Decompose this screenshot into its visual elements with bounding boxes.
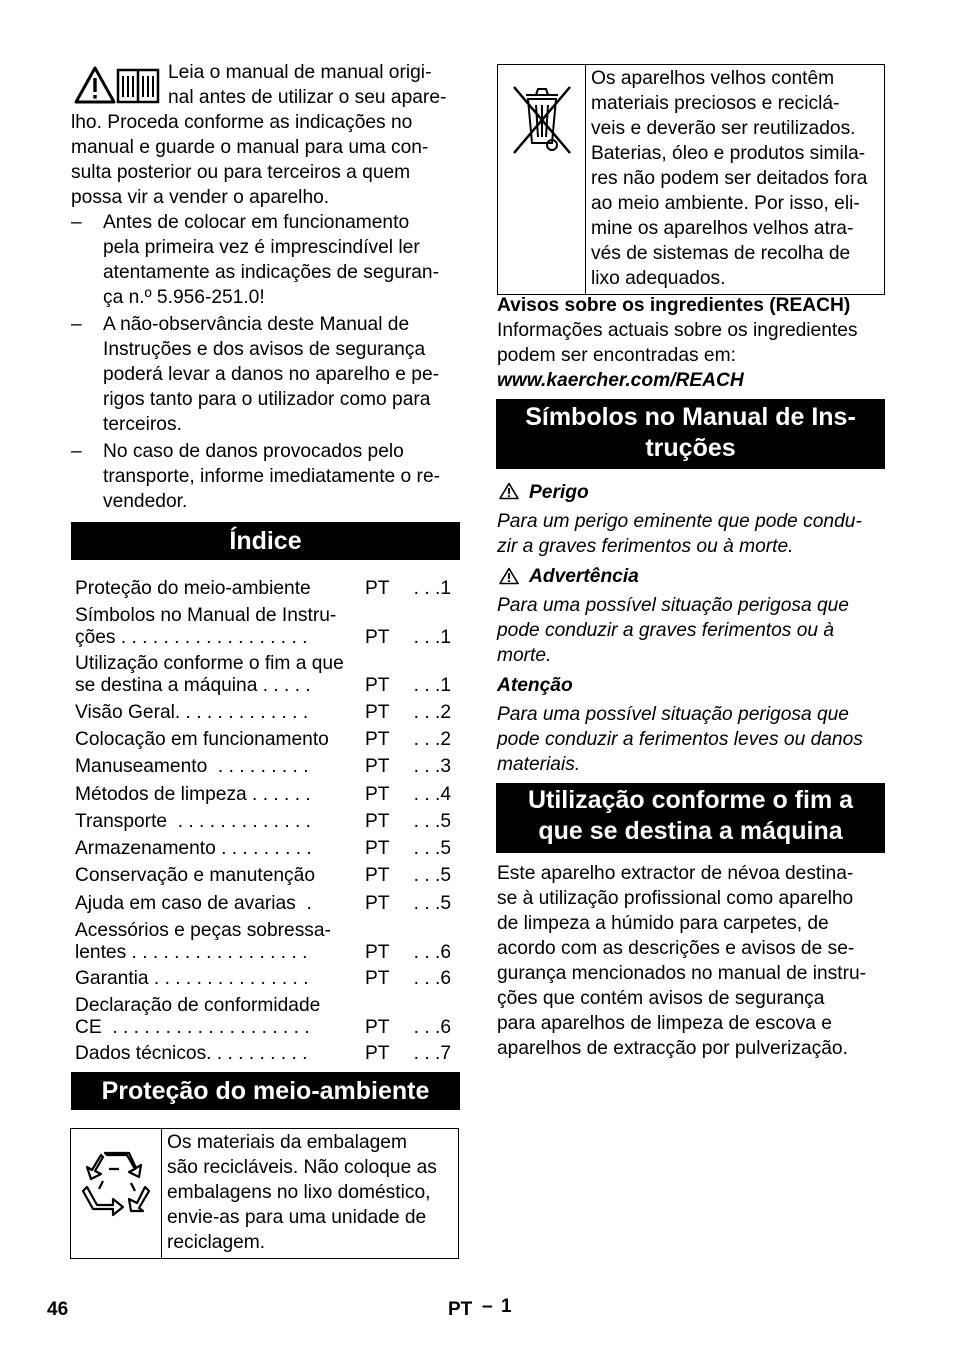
footer-section-page: 1 [501,1296,512,1317]
toc-page: . . .2 [413,729,451,750]
intro-line: manual e guarde o manual para uma con- [71,137,429,158]
use-text-line: de limpeza a húmido para carpetes, de [497,913,829,934]
bullet-line: transporte, informe imediatamente o re- [103,466,440,487]
toc-title: Proteção do meio-ambiente [75,578,311,599]
bullet-line: poderá levar a danos no aparelho e pe- [103,364,440,385]
toc-page: . . .3 [413,756,451,777]
reach-line: Informações actuais sobre os ingredientes [497,320,858,341]
bullet-line: rigos tanto para o utilizador como para [103,389,431,410]
toc-lang: PT [365,865,390,886]
toc-lang: PT [365,756,390,777]
use-text-line: Este aparelho extractor de névoa destina- [497,863,854,884]
intro-line: lho. Proceda conforme as indicações no [71,112,413,133]
use-text-line: acordo com as descrições e avisos de se- [497,938,855,959]
recycle-text-line: envie-as para uma unidade de [167,1207,427,1228]
warning-title: Advertência [529,566,639,587]
bullet-line: Antes de colocar em funcionamento [103,212,410,233]
footer-dash: – [482,1296,493,1317]
advertencia-warning-icon [499,567,519,585]
symbols-heading [496,399,885,469]
toc-lang: PT [365,811,390,832]
bullet-line: pela primeira vez é imprescindível ler [103,237,420,258]
toc-lang: PT [365,968,390,989]
toc-title: Ajuda em caso de avarias . [75,893,312,914]
index-heading: Índice [71,522,460,560]
weee-text-line: ao meio ambiente. Por isso, eli- [591,193,860,214]
toc-lang: PT [365,893,390,914]
weee-text-line: lixo adequados. [591,268,726,289]
weee-text-line: materiais preciosos e reciclá- [591,93,840,114]
toc-page: . . .5 [413,865,451,886]
toc-lang: PT [365,627,390,648]
symbols-heading-line: Símbolos no Manual de Ins- [525,403,856,431]
reach-link[interactable]: www.kaercher.com/REACH [497,370,744,391]
toc-page: . . .6 [413,942,451,963]
warning-triangle-icon [74,66,116,104]
toc-title: Conservação e manutenção [75,865,315,886]
danger-line: zir a graves ferimentos ou à morte. [497,536,794,557]
toc-page: . . .5 [413,811,451,832]
toc-title: CE . . . . . . . . . . . . . . . . . . . [75,1017,310,1038]
warning-line: morte. [497,645,552,666]
bullet-line: ça n.º 5.956-251.0! [103,287,265,308]
toc-page: . . .1 [413,627,451,648]
weee-text-line: mine os aparelhos velhos atra- [591,218,854,239]
recycle-box [70,1128,459,1259]
toc-lang: PT [365,675,390,696]
crossed-bin-icon [510,81,574,157]
use-heading-line: que se destina a máquina [538,817,843,845]
toc-title: Declaração de conformidade [75,995,321,1016]
toc-title: lentes . . . . . . . . . . . . . . . . . [75,942,308,963]
weee-text-line: vés de sistemas de recolha de [591,243,851,264]
toc-title: ções . . . . . . . . . . . . . . . . . . [75,627,308,648]
toc-lang: PT [365,784,390,805]
toc-page: . . .1 [413,675,451,696]
toc-page: . . .6 [413,968,451,989]
use-text-line: se à utilização profissional como aparelho [497,888,854,909]
bullet-line: A não-observância deste Manual de [103,314,410,335]
toc-page: . . .4 [413,784,451,805]
toc-title: Transporte . . . . . . . . . . . . . [75,811,312,832]
toc-title: Garantia . . . . . . . . . . . . . . . [75,968,309,989]
recycle-text-line: são recicláveis. Não coloque as [167,1157,437,1178]
weee-box [497,64,885,295]
toc-title: se destina a máquina . . . . . [75,675,311,696]
toc-page: . . .1 [413,578,451,599]
danger-line: Para um perigo eminente que pode condu- [497,511,862,532]
toc-page: . . .7 [413,1043,451,1064]
bullet-line: terceiros. [103,414,182,435]
toc-lang: PT [365,1043,390,1064]
reach-title: Avisos sobre os ingredientes (REACH) [497,295,851,316]
use-text-line: gurança mencionados no manual de instru- [497,963,867,984]
footer-lang: PT [448,1299,473,1320]
toc-lang: PT [365,729,390,750]
toc-title: Dados técnicos. . . . . . . . . . [75,1043,308,1064]
caution-line: materiais. [497,754,581,775]
recycle-text-line: Os materiais da embalagem [167,1132,407,1153]
bullet-dash: – [71,212,82,233]
toc-title: Acessórios e peças sobressa- [75,920,331,941]
toc-page: . . .5 [413,893,451,914]
toc-title: Visão Geral. . . . . . . . . . . . . [75,702,309,723]
intro-line: possa vir a vender o aparelho. [71,187,330,208]
weee-text-line: Baterias, óleo e produtos simila- [591,143,866,164]
page-number: 46 [47,1299,69,1320]
bullet-dash: – [71,314,82,335]
bullet-line: vendedor. [103,491,188,512]
toc-page: . . .2 [413,702,451,723]
reach-line: podem ser encontradas em: [497,345,736,366]
toc-title: Colocação em funcionamento [75,729,329,750]
danger-title: Perigo [529,482,589,503]
toc-lang: PT [365,702,390,723]
recycle-text-line: embalagens no lixo doméstico, [167,1182,431,1203]
warning-line: pode conduzir a graves ferimentos ou à [497,620,835,641]
toc-page: . . .5 [413,838,451,859]
use-heading-line: Utilização conforme o fim a [527,786,854,814]
toc-lang: PT [365,1017,390,1038]
use-text-line: para aparelhos de limpeza de escova e [497,1013,832,1034]
caution-title: Atenção [497,675,573,696]
danger-warning-icon [499,482,519,500]
use-text-line: aparelhos de extracção por pulverização. [497,1038,848,1059]
warning-line: Para uma possível situação perigosa que [497,595,849,616]
use-heading [496,783,885,853]
toc-lang: PT [365,838,390,859]
bullet-line: No caso de danos provocados pelo [103,441,404,462]
caution-line: pode conduzir a ferimentos leves ou danos [497,729,863,750]
symbols-heading-line: truções [645,434,736,462]
manual-book-icon [116,66,160,104]
toc-lang: PT [365,578,390,599]
toc-title: Armazenamento . . . . . . . . . [75,838,312,859]
toc-lang: PT [365,942,390,963]
weee-text-line: Os aparelhos velhos contêm [591,68,835,89]
recycle-icon [79,1147,155,1223]
weee-text-line: veis e deverão ser reutilizados. [591,118,856,139]
toc-title: Manuseamento . . . . . . . . . [75,756,309,777]
environment-heading: Proteção do meio-ambiente [71,1072,460,1110]
bullet-line: Instruções e dos avisos de segurança [103,339,426,360]
weee-text-line: res não podem ser deitados fora [591,168,868,189]
recycle-text-line: reciclagem. [167,1232,266,1253]
bullet-line: atentamente as indicações de seguran- [103,262,439,283]
toc-title: Utilização conforme o fim a que [75,653,344,674]
caution-line: Para uma possível situação perigosa que [497,704,849,725]
toc-page: . . .6 [413,1017,451,1038]
toc-title: Métodos de limpeza . . . . . . [75,784,311,805]
toc-title: Símbolos no Manual de Instru- [75,605,337,626]
intro-line: nal antes de utilizar o seu apare- [168,87,447,108]
use-text-line: ções que contém avisos de segurança [497,988,825,1009]
bullet-dash: – [71,441,82,462]
intro-line: sulta posterior ou para terceiros a quem [71,162,411,183]
intro-line: Leia o manual de manual origi- [168,62,432,83]
